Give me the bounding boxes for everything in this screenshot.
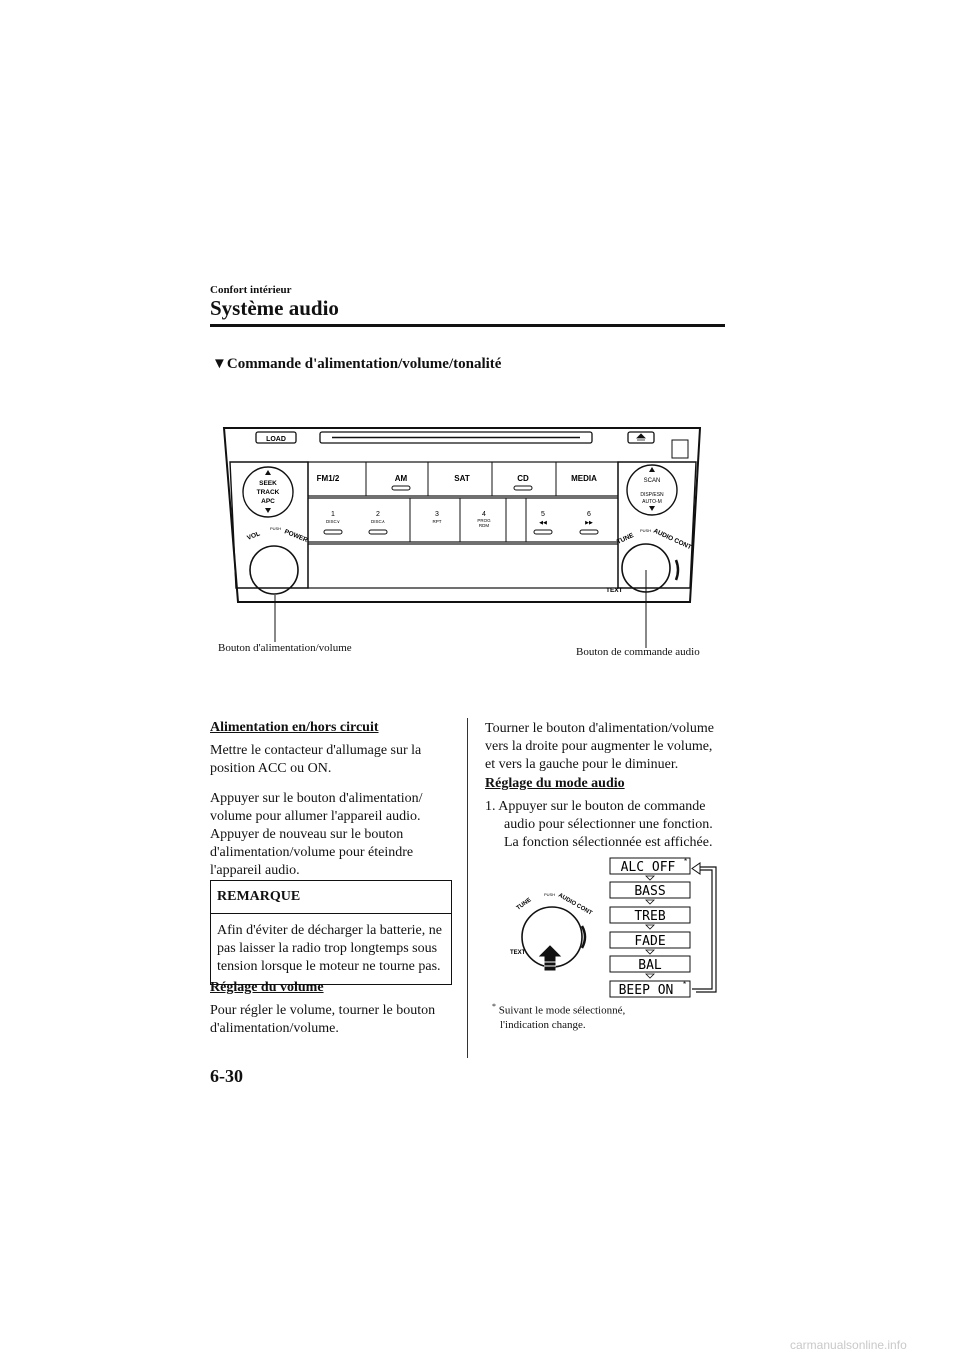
- svg-text:VOL: VOL: [246, 530, 262, 542]
- svg-text:▶▶: ▶▶: [585, 520, 593, 526]
- watermark: carmanualsonline.info: [790, 1338, 907, 1352]
- heading-power-on-off: Alimentation en/hors circuit: [210, 720, 379, 735]
- radio-display: [308, 544, 618, 588]
- svg-text:DISC∨: DISC∨: [325, 519, 341, 524]
- fm-button-label: FM1/2: [316, 474, 340, 483]
- svg-text:RPT: RPT: [432, 519, 442, 524]
- sat-button-label: SAT: [454, 474, 470, 483]
- svg-text:3: 3: [435, 511, 439, 518]
- footnote: * Suivant le mode sélectionné, l'indication change.: [492, 1002, 626, 1031]
- svg-text:BAL: BAL: [638, 958, 662, 973]
- load-label: LOAD: [266, 436, 286, 443]
- callout-power-volume: Bouton d'alimentation/volume: [218, 642, 352, 654]
- seek-down-icon: [265, 508, 271, 513]
- paragraph-power-button: Appuyer sur le bouton d'alimentation/ volume pour allumer l'appareil audio. Appuyer de nouveau sur le bouton d'alimentation/volume pour éteindre l'appareil audio.: [210, 791, 423, 878]
- eject-icon: [637, 434, 645, 440]
- svg-text:TEXT: TEXT: [606, 587, 623, 594]
- list-item-step-1: 1. Appuyer sur le bouton de commande audio pour sélectionner une fonction. La fonction sélectionnée est affichée.: [485, 799, 713, 850]
- svg-text:DISC∧: DISC∧: [370, 519, 386, 524]
- svg-text:SCAN: SCAN: [643, 478, 661, 484]
- paragraph-volume: Pour régler le volume, tourner le bouton d'alimentation/volume.: [210, 1003, 436, 1036]
- page-number: 6-30: [210, 1066, 243, 1086]
- paragraph-ignition: Mettre le contacteur d'allumage sur la position ACC ou ON.: [210, 743, 422, 776]
- page-title: Système audio: [210, 296, 339, 320]
- svg-text:TREB: TREB: [634, 909, 666, 924]
- svg-text:6: 6: [587, 511, 591, 518]
- media-button-label: MEDIA: [571, 474, 597, 483]
- svg-text:PUSH: PUSH: [270, 526, 282, 531]
- paragraph-turn-knob: Tourner le bouton d'alimentation/volume vers la droite pour augmenter le volume, et vers la gauche pour le diminuer.: [485, 721, 714, 772]
- section-label: Confort intérieur: [210, 284, 292, 296]
- svg-text:4: 4: [482, 511, 486, 518]
- svg-text:TUNE: TUNE: [515, 897, 533, 912]
- header-rule: [210, 324, 725, 327]
- svg-text:BASS: BASS: [634, 884, 666, 899]
- triangle-down-icon: ▼: [212, 356, 227, 372]
- svg-text:ALC OFF: ALC OFF: [620, 860, 676, 875]
- am-button-label: AM: [394, 474, 408, 483]
- cd-logo-icon: [672, 440, 688, 458]
- svg-text:PUSH: PUSH: [640, 528, 652, 533]
- audio-unit-illustration: [210, 420, 710, 670]
- subsection-title: Commande d'alimentation/volume/tonalité: [226, 356, 502, 372]
- arrow-left-icon: [692, 863, 700, 874]
- svg-text:APC: APC: [261, 498, 275, 505]
- note-body: Afin d'éviter de décharger la batterie, ne pas laisser la radio trop longtemps sous tension lorsque le moteur ne tourne pas.: [217, 923, 442, 974]
- svg-text:FADE: FADE: [634, 934, 666, 949]
- loop-arrow: [692, 870, 712, 989]
- svg-text:1: 1: [331, 511, 335, 518]
- power-volume-knob: [250, 546, 298, 594]
- svg-text:*: *: [684, 857, 688, 866]
- heading-volume: Réglage du volume: [210, 980, 324, 995]
- subsection-heading: [212, 356, 501, 373]
- note-box: [210, 880, 452, 985]
- callout-audio-control: Bouton de commande audio: [576, 646, 700, 658]
- svg-text:BEEP ON: BEEP ON: [618, 983, 674, 998]
- svg-text:TUNE: TUNE: [615, 531, 635, 546]
- svg-text:AUDIO CONT: AUDIO CONT: [652, 527, 693, 552]
- cd-button-label: CD: [517, 474, 529, 483]
- svg-text:*: *: [683, 980, 687, 989]
- audio-mode-diagram: [500, 852, 730, 1002]
- svg-text:PROG: PROG: [477, 518, 491, 523]
- heading-audio-mode: Réglage du mode audio: [485, 776, 625, 791]
- svg-text:TRACK: TRACK: [256, 489, 280, 496]
- radio-faceplate: [224, 428, 700, 602]
- column-divider: [467, 718, 468, 1058]
- svg-text:AUDIO CONT: AUDIO CONT: [557, 892, 593, 917]
- svg-text:◀◀: ◀◀: [539, 520, 547, 526]
- svg-text:POWER: POWER: [283, 528, 309, 545]
- svg-text:TEXT: TEXT: [510, 950, 526, 956]
- svg-text:DISP/ESN: DISP/ESN: [640, 492, 664, 498]
- note-heading: REMARQUE: [211, 881, 451, 914]
- seek-up-icon: [265, 470, 271, 475]
- svg-text:PUSH: PUSH: [544, 892, 556, 897]
- svg-text:2: 2: [376, 511, 380, 518]
- svg-text:5: 5: [541, 511, 545, 518]
- svg-text:RDM: RDM: [478, 523, 490, 528]
- svg-text:AUTO-M: AUTO-M: [642, 499, 662, 505]
- svg-text:SEEK: SEEK: [259, 480, 277, 487]
